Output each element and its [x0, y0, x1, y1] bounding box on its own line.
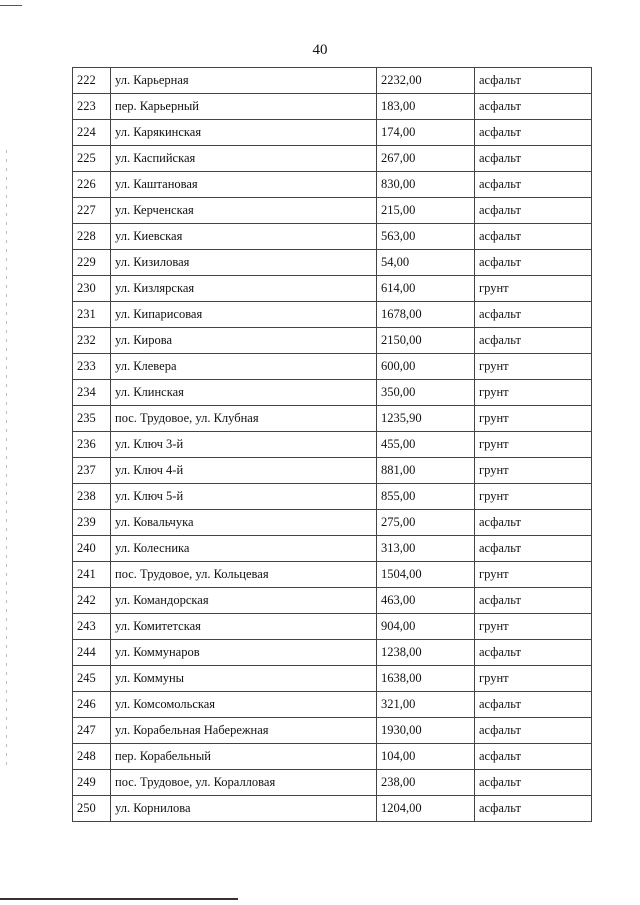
- road-length: 1678,00: [377, 302, 475, 328]
- road-surface: асфальт: [475, 198, 592, 224]
- street-name: ул. Кизлярская: [111, 276, 377, 302]
- road-surface: грунт: [475, 562, 592, 588]
- road-surface: грунт: [475, 276, 592, 302]
- table-row: [73, 744, 592, 770]
- table-row: [73, 562, 592, 588]
- road-surface: асфальт: [475, 588, 592, 614]
- road-surface: грунт: [475, 484, 592, 510]
- table-row: [73, 198, 592, 224]
- row-number: 237: [73, 458, 111, 484]
- row-number: 245: [73, 666, 111, 692]
- table-row: [73, 484, 592, 510]
- road-surface: асфальт: [475, 718, 592, 744]
- table-row: [73, 640, 592, 666]
- table-row: [73, 406, 592, 432]
- table-row: [73, 796, 592, 822]
- street-name: пер. Карьерный: [111, 94, 377, 120]
- road-length: 1235,90: [377, 406, 475, 432]
- street-name: пос. Трудовое, ул. Коралловая: [111, 770, 377, 796]
- table-row: [73, 302, 592, 328]
- road-surface: асфальт: [475, 250, 592, 276]
- table-row: [73, 614, 592, 640]
- road-surface: асфальт: [475, 770, 592, 796]
- table-row: [73, 354, 592, 380]
- street-name: ул. Корабельная Набережная: [111, 718, 377, 744]
- table-row: [73, 458, 592, 484]
- row-number: 222: [73, 68, 111, 94]
- row-number: 244: [73, 640, 111, 666]
- table-row: [73, 94, 592, 120]
- road-length: 463,00: [377, 588, 475, 614]
- street-name: пос. Трудовое, ул. Кольцевая: [111, 562, 377, 588]
- street-name: ул. Карьерная: [111, 68, 377, 94]
- scan-artifact-left: [6, 150, 7, 770]
- row-number: 250: [73, 796, 111, 822]
- row-number: 226: [73, 172, 111, 198]
- road-surface: асфальт: [475, 68, 592, 94]
- road-surface: грунт: [475, 354, 592, 380]
- row-number: 233: [73, 354, 111, 380]
- table-row: [73, 120, 592, 146]
- row-number: 243: [73, 614, 111, 640]
- row-number: 236: [73, 432, 111, 458]
- road-surface: асфальт: [475, 744, 592, 770]
- row-number: 231: [73, 302, 111, 328]
- table-row: [73, 770, 592, 796]
- street-name: ул. Коммунаров: [111, 640, 377, 666]
- road-length: 275,00: [377, 510, 475, 536]
- street-name: ул. Керченская: [111, 198, 377, 224]
- road-surface: асфальт: [475, 640, 592, 666]
- table-row: [73, 328, 592, 354]
- street-name: ул. Клевера: [111, 354, 377, 380]
- street-name: ул. Клинская: [111, 380, 377, 406]
- street-name: ул. Кипарисовая: [111, 302, 377, 328]
- road-length: 1504,00: [377, 562, 475, 588]
- road-length: 1238,00: [377, 640, 475, 666]
- row-number: 247: [73, 718, 111, 744]
- street-name: ул. Ключ 4-й: [111, 458, 377, 484]
- row-number: 235: [73, 406, 111, 432]
- street-name: ул. Ковальчука: [111, 510, 377, 536]
- table-row: [73, 692, 592, 718]
- road-length: 904,00: [377, 614, 475, 640]
- table-row: [73, 510, 592, 536]
- scan-artifact-bottom: [0, 898, 238, 900]
- table-row: [73, 432, 592, 458]
- row-number: 242: [73, 588, 111, 614]
- row-number: 224: [73, 120, 111, 146]
- table-row: [73, 588, 592, 614]
- page-number: 40: [312, 42, 328, 58]
- road-surface: асфальт: [475, 510, 592, 536]
- road-length: 455,00: [377, 432, 475, 458]
- road-surface: асфальт: [475, 328, 592, 354]
- street-name: ул. Кирова: [111, 328, 377, 354]
- road-surface: асфальт: [475, 224, 592, 250]
- street-name: ул. Кизиловая: [111, 250, 377, 276]
- street-name: ул. Колесника: [111, 536, 377, 562]
- road-surface: асфальт: [475, 120, 592, 146]
- table-row: [73, 250, 592, 276]
- row-number: 248: [73, 744, 111, 770]
- road-length: 600,00: [377, 354, 475, 380]
- road-length: 183,00: [377, 94, 475, 120]
- roads-table: [72, 67, 592, 822]
- row-number: 229: [73, 250, 111, 276]
- table-row: [73, 536, 592, 562]
- road-surface: грунт: [475, 458, 592, 484]
- table-row: [73, 718, 592, 744]
- row-number: 228: [73, 224, 111, 250]
- street-name: ул. Ключ 5-й: [111, 484, 377, 510]
- road-surface: грунт: [475, 380, 592, 406]
- road-surface: асфальт: [475, 536, 592, 562]
- road-surface: грунт: [475, 666, 592, 692]
- road-length: 563,00: [377, 224, 475, 250]
- table-row: [73, 68, 592, 94]
- street-name: ул. Комитетская: [111, 614, 377, 640]
- road-length: 267,00: [377, 146, 475, 172]
- table-row: [73, 146, 592, 172]
- street-name: ул. Киевская: [111, 224, 377, 250]
- road-surface: грунт: [475, 406, 592, 432]
- road-length: 313,00: [377, 536, 475, 562]
- road-surface: грунт: [475, 614, 592, 640]
- road-length: 215,00: [377, 198, 475, 224]
- street-name: ул. Каспийская: [111, 146, 377, 172]
- scan-artifact-top: [0, 5, 22, 6]
- road-length: 1930,00: [377, 718, 475, 744]
- road-surface: асфальт: [475, 302, 592, 328]
- row-number: 223: [73, 94, 111, 120]
- row-number: 234: [73, 380, 111, 406]
- road-length: 1638,00: [377, 666, 475, 692]
- row-number: 241: [73, 562, 111, 588]
- road-length: 2150,00: [377, 328, 475, 354]
- road-length: 855,00: [377, 484, 475, 510]
- road-length: 104,00: [377, 744, 475, 770]
- row-number: 230: [73, 276, 111, 302]
- table-row: [73, 380, 592, 406]
- road-length: 2232,00: [377, 68, 475, 94]
- road-surface: асфальт: [475, 146, 592, 172]
- road-length: 614,00: [377, 276, 475, 302]
- road-length: 54,00: [377, 250, 475, 276]
- road-length: 830,00: [377, 172, 475, 198]
- road-surface: асфальт: [475, 692, 592, 718]
- road-length: 350,00: [377, 380, 475, 406]
- table-row: [73, 276, 592, 302]
- street-name: ул. Командорская: [111, 588, 377, 614]
- road-surface: асфальт: [475, 94, 592, 120]
- street-name: ул. Комсомольская: [111, 692, 377, 718]
- road-length: 1204,00: [377, 796, 475, 822]
- street-name: ул. Корнилова: [111, 796, 377, 822]
- row-number: 249: [73, 770, 111, 796]
- row-number: 232: [73, 328, 111, 354]
- road-length: 238,00: [377, 770, 475, 796]
- street-name: ул. Карякинская: [111, 120, 377, 146]
- street-name: ул. Коммуны: [111, 666, 377, 692]
- road-surface: асфальт: [475, 172, 592, 198]
- table-row: [73, 172, 592, 198]
- table-row: [73, 224, 592, 250]
- row-number: 239: [73, 510, 111, 536]
- road-length: 321,00: [377, 692, 475, 718]
- street-name: ул. Ключ 3-й: [111, 432, 377, 458]
- row-number: 227: [73, 198, 111, 224]
- row-number: 240: [73, 536, 111, 562]
- street-name: ул. Каштановая: [111, 172, 377, 198]
- roads-table-body: [73, 68, 592, 822]
- road-length: 881,00: [377, 458, 475, 484]
- table-row: [73, 666, 592, 692]
- street-name: пос. Трудовое, ул. Клубная: [111, 406, 377, 432]
- street-name: пер. Корабельный: [111, 744, 377, 770]
- road-surface: асфальт: [475, 796, 592, 822]
- road-surface: грунт: [475, 432, 592, 458]
- row-number: 225: [73, 146, 111, 172]
- road-length: 174,00: [377, 120, 475, 146]
- row-number: 238: [73, 484, 111, 510]
- row-number: 246: [73, 692, 111, 718]
